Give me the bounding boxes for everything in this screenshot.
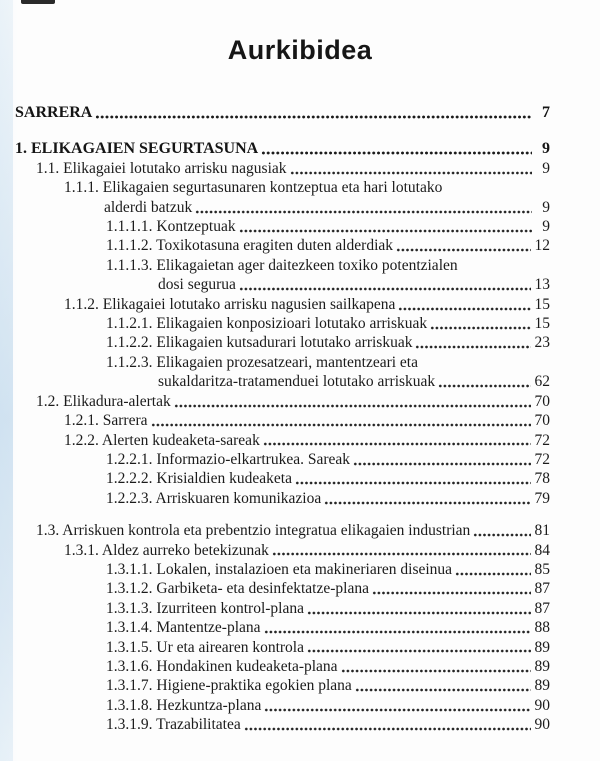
- dot-leader: [341, 657, 531, 676]
- toc-entry-page: 89: [534, 657, 550, 675]
- dot-leader: [353, 450, 530, 469]
- page-title: Aurkibidea: [227, 35, 373, 66]
- dot-leader: [264, 618, 531, 637]
- toc-entry-page: 9: [542, 198, 550, 216]
- toc-row: [36, 392, 550, 411]
- toc-entry-page: 13: [534, 276, 550, 294]
- dot-leader: [473, 521, 530, 540]
- toc-row: [106, 599, 550, 618]
- toc-entry-page: 78: [534, 470, 550, 488]
- toc-entry-label: 1.2.2. Alerten kudeaketa-sareak: [64, 431, 260, 449]
- toc-entry-label: 1.1.1. Elikagaien segurtasunaren kontzeptua eta hari lotutako: [64, 179, 443, 197]
- toc-entry-label: 1.2.2.1. Informazio-elkartrukea. Sareak: [106, 450, 351, 468]
- dot-leader: [295, 469, 531, 488]
- toc-entry-label: 1.1.2. Elikagaiei lotutako arrisku nagusien sailkapena: [64, 295, 396, 313]
- toc-entry-page: 90: [534, 696, 550, 714]
- toc-entry-page: 72: [534, 431, 550, 449]
- toc-entry-page: 9: [542, 218, 550, 236]
- toc-row: [64, 541, 550, 560]
- toc-row: [106, 469, 550, 488]
- toc-entry-label: 1.3.1.1. Lokalen, instalazioen eta makineriaren diseinua: [106, 560, 453, 578]
- toc-entry-label: 1.3.1. Aldez aurreko betekizunak: [64, 541, 269, 559]
- toc-row: [106, 353, 550, 372]
- dot-leader: [324, 489, 530, 508]
- toc-row: [64, 411, 550, 430]
- toc-entry-label: SARRERA: [15, 104, 93, 121]
- dot-leader: [272, 541, 531, 560]
- toc-entry-page: 15: [534, 315, 550, 333]
- toc-row: [106, 618, 550, 637]
- toc-entry-page: 70: [534, 412, 550, 430]
- dot-leader: [396, 236, 530, 255]
- toc-entry-label: 1.2. Elikadura-alertak: [36, 392, 171, 410]
- toc-row: [158, 275, 550, 294]
- toc-row: [104, 198, 550, 217]
- toc-row: [106, 560, 550, 579]
- dot-leader: [244, 715, 531, 734]
- dot-leader: [174, 392, 531, 411]
- toc-entry-page: 89: [534, 638, 550, 656]
- dot-leader: [290, 159, 532, 178]
- toc-entry-page: 79: [534, 489, 550, 507]
- toc-entry-page: 15: [534, 295, 550, 313]
- dot-leader: [263, 431, 531, 450]
- toc-row: [106, 236, 550, 255]
- toc-entry-label: 1.3. Arriskuen kontrola eta prebentzio integratua elikagaien industrian: [36, 522, 471, 540]
- dot-leader: [307, 638, 531, 657]
- scan-artifact-mark: [21, 0, 55, 4]
- toc-entry-page: 84: [534, 541, 550, 559]
- toc-row: [106, 657, 550, 676]
- dot-leader: [455, 560, 530, 579]
- toc-entry-label: dosi segurua: [158, 276, 236, 294]
- toc-entry-label: 1.3.1.5. Ur eta airearen kontrola: [106, 638, 304, 656]
- toc-row: [158, 372, 550, 391]
- toc-entry-page: 9: [542, 140, 550, 158]
- toc-row: [106, 676, 550, 695]
- toc-row: [106, 715, 550, 734]
- toc-list: [0, 103, 600, 735]
- toc-row: [106, 333, 550, 352]
- toc-entry-page: 89: [534, 677, 550, 695]
- toc-row: [64, 431, 550, 450]
- toc-entry-label: 1.3.1.2. Garbiketa- eta desinfektatze-plana: [106, 580, 369, 598]
- toc-entry-label: 1.1.1.1. Kontzeptuak: [106, 218, 236, 236]
- toc-row: [106, 638, 550, 657]
- toc-entry-label: 1.1. Elikagaiei lotutako arrisku nagusiak: [36, 159, 287, 177]
- toc-row: [106, 450, 550, 469]
- dot-leader: [264, 696, 530, 715]
- toc-row: [106, 489, 550, 508]
- toc-entry-label: 1. ELIKAGAIEN SEGURTASUNA: [15, 140, 259, 158]
- toc-entry-label: 1.3.1.7. Higiene-praktika egokien plana: [106, 677, 352, 695]
- toc-entry-label: 1.2.2.2. Krisialdien kudeaketa: [106, 470, 292, 488]
- dot-leader: [398, 295, 530, 314]
- toc-entry-label: 1.1.2.1. Elikagaien konposizioari lotutako arriskuak: [106, 315, 428, 333]
- toc-entry-label: 1.1.2.2. Elikagaien kutsadurari lotutako arriskuak: [106, 334, 413, 352]
- dot-leader: [307, 599, 531, 618]
- toc-row: [106, 314, 550, 333]
- toc-entry-label: 1.3.1.9. Trazabilitatea: [106, 716, 241, 734]
- toc-row: [36, 159, 550, 178]
- dot-leader: [239, 217, 532, 236]
- dot-leader: [261, 139, 532, 158]
- dot-leader: [355, 676, 531, 695]
- toc-row: [64, 178, 550, 197]
- toc-entry-label: alderdi batzuk: [104, 198, 193, 216]
- toc-entry-label: sukaldaritza-tratamenduei lotutako arriskuak: [158, 373, 436, 391]
- toc-row: [106, 579, 550, 598]
- toc-spacer: [0, 122, 600, 139]
- toc-entry-page: 90: [534, 716, 550, 734]
- toc-entry-page: 7: [542, 104, 550, 121]
- toc-entry-page: 88: [534, 619, 550, 637]
- toc-entry-page: 12: [534, 237, 550, 255]
- toc-entry-page: 81: [534, 522, 550, 540]
- toc-entry-page: 70: [534, 392, 550, 410]
- toc-entry-label: 1.3.1.6. Hondakinen kudeaketa-plana: [106, 657, 338, 675]
- toc-entry-page: 87: [534, 580, 550, 598]
- dot-leader: [195, 198, 532, 217]
- toc-entry-page: 23: [534, 334, 550, 352]
- toc-entry-page: 72: [534, 450, 550, 468]
- dot-leader: [372, 579, 531, 598]
- dot-leader: [430, 314, 530, 333]
- toc-spacer: [0, 508, 600, 521]
- dot-leader: [151, 411, 531, 430]
- toc-entry-page: 85: [534, 560, 550, 578]
- toc-row: [64, 295, 550, 314]
- toc-row: [106, 696, 550, 715]
- toc-row: [15, 139, 550, 158]
- toc-entry-label: 1.1.2.3. Elikagaien prozesatzeari, mantentzeari eta: [106, 353, 418, 371]
- toc-row: [36, 521, 550, 540]
- dot-leader: [415, 333, 530, 352]
- dot-leader: [239, 275, 531, 294]
- toc-entry-label: 1.2.1. Sarrera: [64, 412, 148, 430]
- toc-entry-label: 1.1.1.3. Elikagaietan ager daitezkeen toxiko potentzialen: [106, 256, 458, 274]
- toc-entry-page: 62: [534, 373, 550, 391]
- toc-entry-page: 87: [534, 599, 550, 617]
- toc-entry-label: 1.1.1.2. Toxikotasuna eragiten duten alderdiak: [106, 237, 394, 255]
- toc-row: [106, 256, 550, 275]
- dot-leader: [438, 372, 530, 391]
- toc-entry-label: 1.2.2.3. Arriskuaren komunikazioa: [106, 489, 322, 507]
- toc-row: [15, 103, 550, 122]
- toc-entry-label: 1.3.1.4. Mantentze-plana: [106, 619, 261, 637]
- toc-row: [106, 217, 550, 236]
- toc-entry-label: 1.3.1.8. Hezkuntza-plana: [106, 696, 262, 714]
- dot-leader: [95, 103, 532, 122]
- toc-entry-label: 1.3.1.3. Izurriteen kontrol-plana: [106, 599, 304, 617]
- toc-entry-page: 9: [542, 159, 550, 177]
